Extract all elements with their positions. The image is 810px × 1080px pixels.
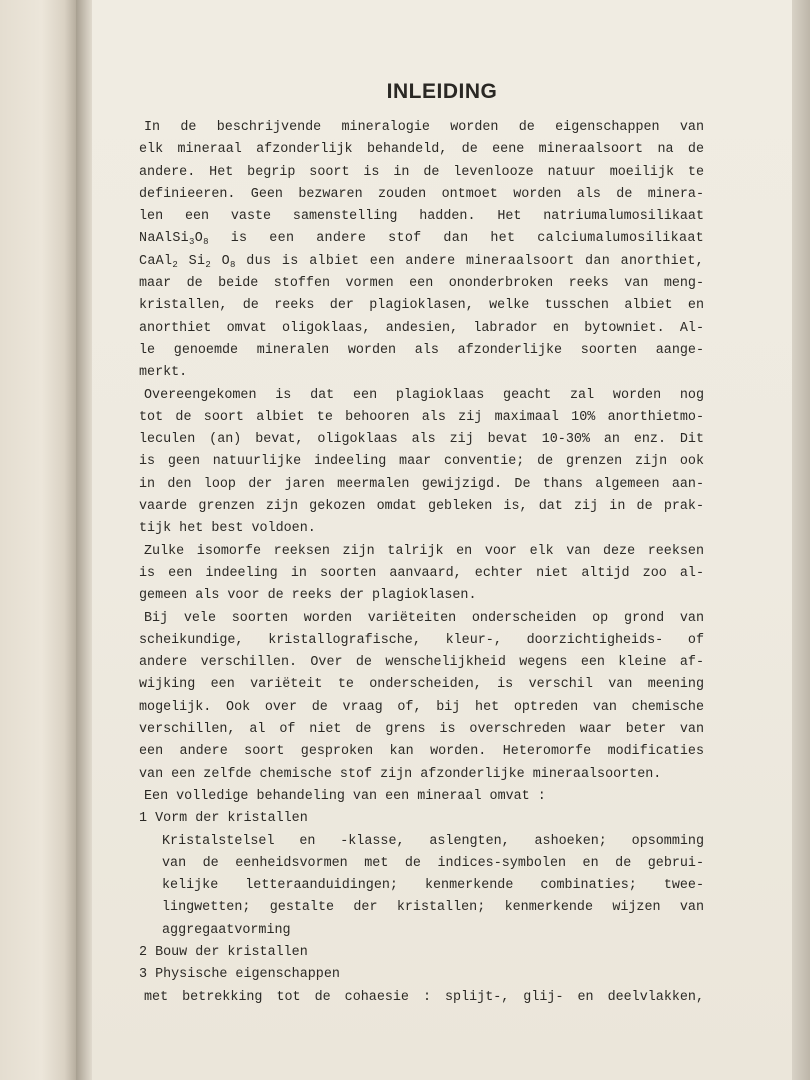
text-line: maar de beide stoffen vormen een ononderbroken reeks van meng-: [139, 276, 704, 292]
text-line: [139, 251, 704, 273]
page-right-edge: [792, 0, 810, 1080]
text-line: le genoemde mineralen worden als afzonderlijke soorten aange-: [139, 342, 704, 358]
text-line: tot de soort albiet te behooren als zij maximaal 10% anorthietmo-: [139, 409, 704, 425]
formula-subscript: 8: [229, 259, 236, 270]
body-text: [139, 117, 704, 1009]
formula-subscript: 8: [203, 237, 209, 248]
formula-subscript: 2: [172, 259, 179, 270]
text-line: mogelijk. Ook over de vraag of, bij het optreden van chemische: [139, 699, 704, 715]
text-line: In de beschrijvende mineralogie worden de eigenschappen van: [144, 120, 704, 135]
text-line: len een vaste samenstelling hadden. Het natriumalumosilikaat: [139, 209, 704, 225]
formula-text: O: [211, 253, 230, 269]
text-line: met betrekking tot de cohaesie : splijt-, glij- en deelvlakken,: [144, 989, 704, 1005]
text-line: is geen natuurlijke indeeling maar conventie; de grenzen zijn ook: [139, 454, 704, 470]
text-line: scheikundige, kristallografische, kleur-, doorzichtigheids- of: [139, 632, 704, 648]
text-line: een andere soort gesproken kan worden. Heteromorfe modificaties: [139, 744, 704, 760]
text-line: anorthiet omvat oligoklaas, andesien, labrador en bytowniet. Al-: [139, 320, 704, 336]
formula-text: O: [194, 231, 204, 247]
text-line: wijking een variëteit te onderscheiden, is verschil van meening: [139, 677, 704, 693]
text-line: van een zelfde chemische stof zijn afzonderlijke mineraalsoorten.: [139, 766, 662, 782]
formula-subscript: 2: [205, 259, 212, 270]
text-line: vaarde grenzen zijn gekozen omdat gebleken is, dat zij in de prak-: [139, 499, 704, 515]
text-line: Een volledige behandeling van een mineraal omvat :: [144, 788, 546, 804]
text-line: 2 Bouw der kristallen: [139, 944, 308, 960]
text-line: Bij vele soorten worden variëteiten onderscheiden op grond van: [144, 610, 704, 626]
text-line: 1 Vorm der kristallen: [139, 811, 308, 827]
left-page-edge: [0, 0, 77, 1080]
text-line: gemeen als voor de reeks der plagioklasen.: [139, 588, 477, 604]
text-line: tijk het best voldoen.: [139, 521, 316, 537]
text-line: kelijke letteraanduidingen; kenmerkende combinaties; twee-: [162, 878, 704, 894]
text-line: 3 Physische eigenschappen: [139, 967, 340, 983]
text-line: aggregaatvorming: [162, 922, 291, 938]
text-line: definieeren. Geen bezwaren zouden ontmoet worden als de minera-: [139, 186, 704, 202]
text-line: merkt.: [139, 365, 188, 381]
text-line: [139, 228, 704, 250]
text-line: verschillen, al of niet de grens is overschreden waar beter van: [139, 722, 704, 738]
text-line: is een indeeling in soorten aanvaard, echter niet altijd zoo al-: [139, 565, 704, 581]
text-line: elk mineraal afzonderlijk behandeld, de eene mineraalsoort na de: [139, 142, 704, 158]
text-line: van de eenheidsvormen met de indices-symbolen en de gebrui-: [162, 855, 704, 871]
formula-subscript: 3: [189, 237, 195, 248]
text-line: Overeengekomen is dat een plagioklaas geacht zal worden nog: [144, 387, 704, 403]
text-line: in den loop der jaren meermalen gewijzigd. De thans algemeen aan-: [139, 476, 704, 492]
text-line: lingwetten; gestalte der kristallen; kenmerkende wijzen van: [162, 900, 704, 916]
formula-text: Si: [178, 253, 206, 269]
text-line: kristallen, de reeks der plagioklasen, welke tusschen albiet en: [139, 298, 704, 314]
formula-text: dus is albiet een andere mineraalsoort dan anorthiet,: [235, 253, 704, 269]
formula-text: CaAl: [139, 253, 173, 269]
page-title: INLEIDING: [386, 80, 498, 103]
formula-text: is een andere stof dan het calciumalumosilikaat: [208, 231, 704, 247]
formula-text: NaAlSi: [139, 231, 190, 247]
text-line: leculen (an) bevat, oligoklaas als zij bevat 10-30% an enz. Dit: [139, 432, 704, 448]
text-line: Kristalstelsel en -klasse, aslengten, ashoeken; opsomming: [162, 833, 704, 849]
text-line: Zulke isomorfe reeksen zijn talrijk en voor elk van deze reeksen: [144, 543, 704, 559]
text-line: andere verschillen. Over de wenschelijkheid wegens een kleine af-: [139, 655, 704, 671]
text-line: andere. Het begrip soort is in de levenlooze natuur moeilijk te: [139, 164, 704, 180]
